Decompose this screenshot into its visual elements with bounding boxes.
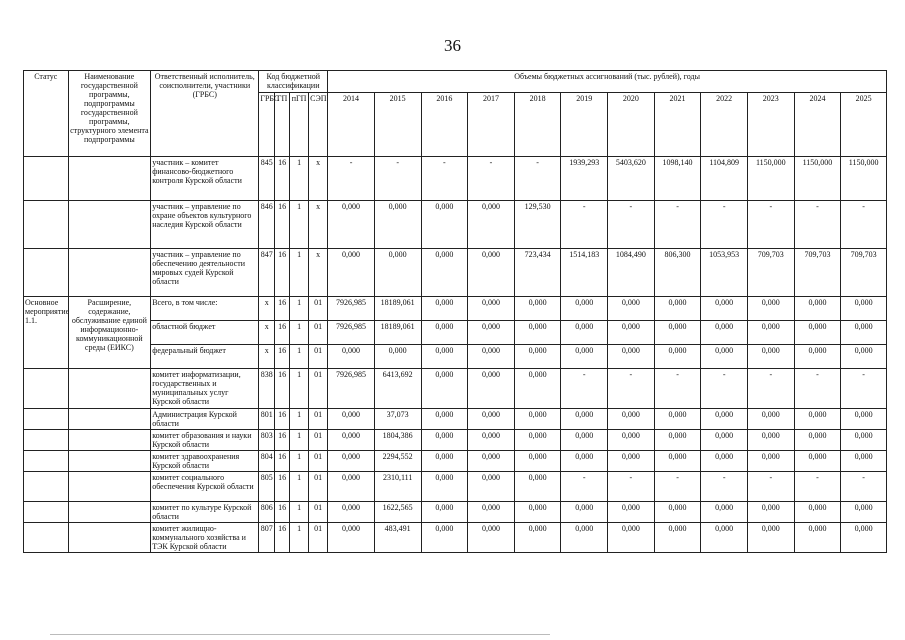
row-value-2020: 0,000	[608, 523, 655, 553]
row-code-пгп: 1	[290, 472, 309, 502]
row-name	[68, 201, 151, 249]
row-value-2025: 1150,000	[841, 157, 887, 201]
table-row	[24, 430, 887, 451]
row-value-2017: 0,000	[468, 321, 515, 345]
row-value-2021: -	[654, 369, 701, 409]
row-name	[68, 409, 151, 430]
row-value-2018: -	[514, 157, 561, 201]
row-value-2019: 0,000	[561, 345, 608, 369]
row-value-2015: 18189,061	[374, 297, 421, 321]
row-name	[68, 451, 151, 472]
row-value-2016: 0,000	[421, 472, 468, 502]
row-value-2017: 0,000	[468, 249, 515, 297]
row-value-2017: 0,000	[468, 430, 515, 451]
row-value-2021: 806,300	[654, 249, 701, 297]
row-value-2025: 0,000	[841, 523, 887, 553]
header-year-5: 2019	[561, 93, 608, 157]
row-code-пгп: 1	[290, 451, 309, 472]
row-code-грбс: x	[259, 297, 275, 321]
row-value-2018: 0,000	[514, 430, 561, 451]
row-value-2022: 0,000	[701, 502, 748, 523]
row-value-2016: 0,000	[421, 502, 468, 523]
row-code-сэп: 01	[309, 502, 328, 523]
table-row	[24, 451, 887, 472]
row-value-2022: -	[701, 369, 748, 409]
row-value-2019: 0,000	[561, 502, 608, 523]
row-value-2023: -	[747, 201, 794, 249]
row-executor: участник – управление по обеспечению деятельности мировых судей Курской области	[151, 249, 259, 297]
row-name	[68, 249, 151, 297]
row-value-2014: 0,000	[328, 472, 375, 502]
row-executor: участник – комитет финансово-бюджетного контроля Курской области	[151, 157, 259, 201]
row-value-2019: 0,000	[561, 409, 608, 430]
row-value-2019: -	[561, 472, 608, 502]
row-code-пгп: 1	[290, 157, 309, 201]
row-code-сэп: 01	[309, 430, 328, 451]
row-value-2017: 0,000	[468, 345, 515, 369]
row-value-2024: 0,000	[794, 321, 841, 345]
row-value-2020: 5403,620	[608, 157, 655, 201]
row-code-гп: 16	[275, 321, 290, 345]
row-code-грбс: 801	[259, 409, 275, 430]
row-executor: комитет информатизации, государственных и муниципальных услуг Курской области	[151, 369, 259, 409]
row-code-сэп: x	[309, 249, 328, 297]
header-code-0: ГРБС	[259, 93, 275, 157]
row-code-пгп: 1	[290, 523, 309, 553]
row-code-пгп: 1	[290, 249, 309, 297]
row-value-2024: 0,000	[794, 297, 841, 321]
row-value-2015: 1622,565	[374, 502, 421, 523]
row-value-2019: 1939,293	[561, 157, 608, 201]
row-code-сэп: 01	[309, 345, 328, 369]
row-code-пгп: 1	[290, 297, 309, 321]
row-value-2018: 723,434	[514, 249, 561, 297]
row-value-2022: 0,000	[701, 345, 748, 369]
row-value-2022: 0,000	[701, 523, 748, 553]
row-name	[68, 472, 151, 502]
row-value-2025: -	[841, 201, 887, 249]
row-executor: комитет образования и науки Курской области	[151, 430, 259, 451]
table-row	[24, 502, 887, 523]
row-value-2015: 0,000	[374, 345, 421, 369]
row-value-2018: 0,000	[514, 369, 561, 409]
row-value-2023: 1150,000	[747, 157, 794, 201]
row-executor: комитет здравоохранения Курской области	[151, 451, 259, 472]
row-value-2014: 0,000	[328, 430, 375, 451]
row-value-2020: -	[608, 472, 655, 502]
table-body	[24, 157, 887, 553]
row-value-2016: 0,000	[421, 523, 468, 553]
row-name	[68, 369, 151, 409]
table-row	[24, 369, 887, 409]
row-value-2024: -	[794, 369, 841, 409]
row-status	[24, 430, 69, 451]
row-value-2024: -	[794, 472, 841, 502]
row-value-2019: 0,000	[561, 430, 608, 451]
table-row	[24, 201, 887, 249]
row-code-сэп: 01	[309, 472, 328, 502]
row-value-2021: 1098,140	[654, 157, 701, 201]
header-code-3: СЭП	[309, 93, 328, 157]
row-value-2024: 0,000	[794, 523, 841, 553]
row-value-2021: 0,000	[654, 502, 701, 523]
row-value-2018: 0,000	[514, 345, 561, 369]
table-row	[24, 472, 887, 502]
row-value-2023: -	[747, 369, 794, 409]
row-value-2018: 0,000	[514, 523, 561, 553]
row-value-2014: 0,000	[328, 502, 375, 523]
budget-table	[23, 70, 887, 553]
row-value-2025: 0,000	[841, 451, 887, 472]
row-code-гп: 16	[275, 472, 290, 502]
row-value-2019: -	[561, 201, 608, 249]
row-value-2019: 0,000	[561, 321, 608, 345]
row-value-2023: 709,703	[747, 249, 794, 297]
header-year-11: 2025	[841, 93, 887, 157]
row-value-2020: 0,000	[608, 409, 655, 430]
row-executor: федеральный бюджет	[151, 345, 259, 369]
row-value-2018: 0,000	[514, 321, 561, 345]
row-value-2025: -	[841, 369, 887, 409]
row-code-сэп: 01	[309, 321, 328, 345]
row-value-2015: -	[374, 157, 421, 201]
row-value-2014: 7926,985	[328, 369, 375, 409]
page-footer-line	[50, 634, 550, 636]
row-value-2024: 0,000	[794, 502, 841, 523]
row-value-2025: 0,000	[841, 297, 887, 321]
row-value-2023: 0,000	[747, 523, 794, 553]
row-value-2014: 0,000	[328, 201, 375, 249]
row-value-2021: -	[654, 201, 701, 249]
row-value-2018: 0,000	[514, 297, 561, 321]
header-code-2: пГП	[290, 93, 309, 157]
header-year-3: 2017	[468, 93, 515, 157]
row-value-2024: 0,000	[794, 409, 841, 430]
row-value-2016: 0,000	[421, 345, 468, 369]
row-code-гп: 16	[275, 369, 290, 409]
header-year-6: 2020	[608, 93, 655, 157]
header-budget-code: Код бюджетной классификации	[259, 71, 328, 93]
row-value-2016: 0,000	[421, 451, 468, 472]
row-name	[68, 502, 151, 523]
row-value-2020: 0,000	[608, 430, 655, 451]
row-value-2021: 0,000	[654, 297, 701, 321]
row-code-пгп: 1	[290, 201, 309, 249]
row-value-2018: 0,000	[514, 502, 561, 523]
row-value-2016: -	[421, 157, 468, 201]
row-value-2021: 0,000	[654, 430, 701, 451]
row-value-2021: 0,000	[654, 523, 701, 553]
row-value-2021: 0,000	[654, 321, 701, 345]
row-value-2019: 1514,183	[561, 249, 608, 297]
row-value-2017: 0,000	[468, 201, 515, 249]
row-code-сэп: 01	[309, 369, 328, 409]
row-value-2018: 0,000	[514, 451, 561, 472]
row-code-сэп: 01	[309, 409, 328, 430]
row-name	[68, 523, 151, 553]
header-year-10: 2024	[794, 93, 841, 157]
row-value-2016: 0,000	[421, 409, 468, 430]
row-code-пгп: 1	[290, 369, 309, 409]
row-value-2023: 0,000	[747, 409, 794, 430]
row-status: Основное мероприятие 1.1.	[24, 297, 69, 369]
row-value-2024: -	[794, 201, 841, 249]
row-status	[24, 451, 69, 472]
table-row	[24, 321, 887, 345]
row-value-2025: 0,000	[841, 345, 887, 369]
table-row	[24, 297, 887, 321]
row-code-гп: 16	[275, 249, 290, 297]
row-value-2015: 483,491	[374, 523, 421, 553]
row-code-грбс: x	[259, 345, 275, 369]
row-value-2020: 0,000	[608, 451, 655, 472]
row-status	[24, 523, 69, 553]
row-value-2023: 0,000	[747, 345, 794, 369]
row-code-пгп: 1	[290, 502, 309, 523]
row-status	[24, 157, 69, 201]
row-code-грбс: x	[259, 321, 275, 345]
row-value-2019: 0,000	[561, 523, 608, 553]
page-number: 36	[444, 36, 461, 55]
row-value-2021: -	[654, 472, 701, 502]
row-value-2016: 0,000	[421, 369, 468, 409]
row-value-2015: 1804,386	[374, 430, 421, 451]
row-executor: Всего, в том числе:	[151, 297, 259, 321]
header-status: Статус	[24, 71, 69, 157]
header-year-0: 2014	[328, 93, 375, 157]
row-value-2017: 0,000	[468, 523, 515, 553]
row-value-2025: 0,000	[841, 430, 887, 451]
row-value-2020: 0,000	[608, 297, 655, 321]
header-code-1: ГП	[275, 93, 290, 157]
row-code-сэп: 01	[309, 523, 328, 553]
row-value-2019: 0,000	[561, 451, 608, 472]
row-value-2016: 0,000	[421, 201, 468, 249]
row-code-гп: 16	[275, 409, 290, 430]
row-code-гп: 16	[275, 297, 290, 321]
table-row	[24, 345, 887, 369]
header-executor: Ответственный исполнитель, соисполнители, участники (ГРБС)	[151, 71, 259, 157]
row-value-2022: -	[701, 201, 748, 249]
row-executor: участник – управление по охране объектов культурного наследия Курской области	[151, 201, 259, 249]
row-value-2025: 709,703	[841, 249, 887, 297]
row-status	[24, 369, 69, 409]
header-year-1: 2015	[374, 93, 421, 157]
row-value-2023: 0,000	[747, 451, 794, 472]
row-value-2022: 0,000	[701, 321, 748, 345]
row-value-2014: 0,000	[328, 451, 375, 472]
row-value-2022: 0,000	[701, 409, 748, 430]
row-code-гп: 16	[275, 451, 290, 472]
row-code-грбс: 838	[259, 369, 275, 409]
table-row	[24, 409, 887, 430]
row-code-грбс: 807	[259, 523, 275, 553]
row-code-пгп: 1	[290, 321, 309, 345]
row-value-2022: 1053,953	[701, 249, 748, 297]
row-value-2017: 0,000	[468, 451, 515, 472]
row-executor: комитет социального обеспечения Курской области	[151, 472, 259, 502]
row-value-2015: 37,073	[374, 409, 421, 430]
row-code-грбс: 804	[259, 451, 275, 472]
row-value-2015: 2294,552	[374, 451, 421, 472]
row-value-2020: 1084,490	[608, 249, 655, 297]
table-row	[24, 157, 887, 201]
row-code-сэп: 01	[309, 297, 328, 321]
row-value-2024: 0,000	[794, 430, 841, 451]
header-row-top	[24, 71, 887, 93]
row-value-2015: 18189,061	[374, 321, 421, 345]
row-value-2014: 0,000	[328, 409, 375, 430]
row-value-2016: 0,000	[421, 321, 468, 345]
row-value-2015: 0,000	[374, 249, 421, 297]
row-value-2018: 129,530	[514, 201, 561, 249]
row-code-грбс: 805	[259, 472, 275, 502]
row-code-пгп: 1	[290, 430, 309, 451]
row-value-2023: 0,000	[747, 502, 794, 523]
row-code-пгп: 1	[290, 345, 309, 369]
row-value-2018: 0,000	[514, 472, 561, 502]
table-row	[24, 249, 887, 297]
row-value-2014: 7926,985	[328, 321, 375, 345]
row-value-2018: 0,000	[514, 409, 561, 430]
row-code-грбс: 845	[259, 157, 275, 201]
row-value-2025: 0,000	[841, 321, 887, 345]
row-executor: комитет по культуре Курской области	[151, 502, 259, 523]
row-value-2017: 0,000	[468, 369, 515, 409]
row-value-2023: -	[747, 472, 794, 502]
row-code-сэп: 01	[309, 451, 328, 472]
row-code-грбс: 846	[259, 201, 275, 249]
row-value-2020: -	[608, 369, 655, 409]
row-value-2024: 1150,000	[794, 157, 841, 201]
header-year-7: 2021	[654, 93, 701, 157]
header-year-9: 2023	[747, 93, 794, 157]
row-value-2021: 0,000	[654, 409, 701, 430]
row-code-гп: 16	[275, 201, 290, 249]
header-year-2: 2016	[421, 93, 468, 157]
table-row	[24, 523, 887, 553]
row-value-2021: 0,000	[654, 345, 701, 369]
row-value-2023: 0,000	[747, 321, 794, 345]
row-value-2017: 0,000	[468, 472, 515, 502]
row-name	[68, 157, 151, 201]
row-value-2025: 0,000	[841, 409, 887, 430]
row-value-2025: 0,000	[841, 502, 887, 523]
row-value-2019: -	[561, 369, 608, 409]
row-executor: Администрация Курской области	[151, 409, 259, 430]
row-value-2020: 0,000	[608, 321, 655, 345]
row-value-2022: 0,000	[701, 430, 748, 451]
header-name: Наименование государственной программы, подпрограммы государственной программы, структурного элемента подпрограммы	[68, 71, 151, 157]
row-executor: комитет жилищно-коммунального хозяйства и ТЭК Курской области	[151, 523, 259, 553]
row-name: Расширение, содержание, обслуживание единой информационно-коммуникационной среды (ЕИКС)	[68, 297, 151, 369]
row-value-2014: 0,000	[328, 345, 375, 369]
row-value-2017: -	[468, 157, 515, 201]
row-value-2015: 2310,111	[374, 472, 421, 502]
row-value-2016: 0,000	[421, 249, 468, 297]
row-value-2014: 7926,985	[328, 297, 375, 321]
row-status	[24, 201, 69, 249]
row-code-грбс: 803	[259, 430, 275, 451]
row-value-2022: -	[701, 472, 748, 502]
row-status	[24, 502, 69, 523]
row-value-2015: 6413,692	[374, 369, 421, 409]
row-code-гп: 16	[275, 157, 290, 201]
row-status	[24, 249, 69, 297]
row-value-2014: 0,000	[328, 249, 375, 297]
row-value-2022: 0,000	[701, 297, 748, 321]
row-value-2022: 0,000	[701, 451, 748, 472]
row-code-гп: 16	[275, 430, 290, 451]
row-value-2023: 0,000	[747, 430, 794, 451]
row-status	[24, 409, 69, 430]
row-code-грбс: 806	[259, 502, 275, 523]
row-value-2019: 0,000	[561, 297, 608, 321]
row-value-2014: 0,000	[328, 523, 375, 553]
row-executor: областной бюджет	[151, 321, 259, 345]
row-value-2020: -	[608, 201, 655, 249]
row-value-2016: 0,000	[421, 297, 468, 321]
row-status	[24, 472, 69, 502]
row-code-гп: 16	[275, 502, 290, 523]
row-value-2024: 0,000	[794, 345, 841, 369]
row-value-2020: 0,000	[608, 502, 655, 523]
row-code-сэп: x	[309, 157, 328, 201]
row-value-2015: 0,000	[374, 201, 421, 249]
row-value-2016: 0,000	[421, 430, 468, 451]
row-value-2017: 0,000	[468, 409, 515, 430]
row-code-грбс: 847	[259, 249, 275, 297]
row-name	[68, 430, 151, 451]
row-value-2025: -	[841, 472, 887, 502]
row-code-сэп: x	[309, 201, 328, 249]
row-code-гп: 16	[275, 345, 290, 369]
header-year-4: 2018	[514, 93, 561, 157]
row-code-пгп: 1	[290, 409, 309, 430]
row-value-2017: 0,000	[468, 297, 515, 321]
row-value-2022: 1104,809	[701, 157, 748, 201]
row-value-2020: 0,000	[608, 345, 655, 369]
row-value-2024: 0,000	[794, 451, 841, 472]
row-value-2023: 0,000	[747, 297, 794, 321]
header-allocations: Объемы бюджетных ассигнований (тыс. рублей), годы	[328, 71, 887, 93]
row-value-2024: 709,703	[794, 249, 841, 297]
row-value-2014: -	[328, 157, 375, 201]
header-year-8: 2022	[701, 93, 748, 157]
row-value-2021: 0,000	[654, 451, 701, 472]
row-code-гп: 16	[275, 523, 290, 553]
row-value-2017: 0,000	[468, 502, 515, 523]
